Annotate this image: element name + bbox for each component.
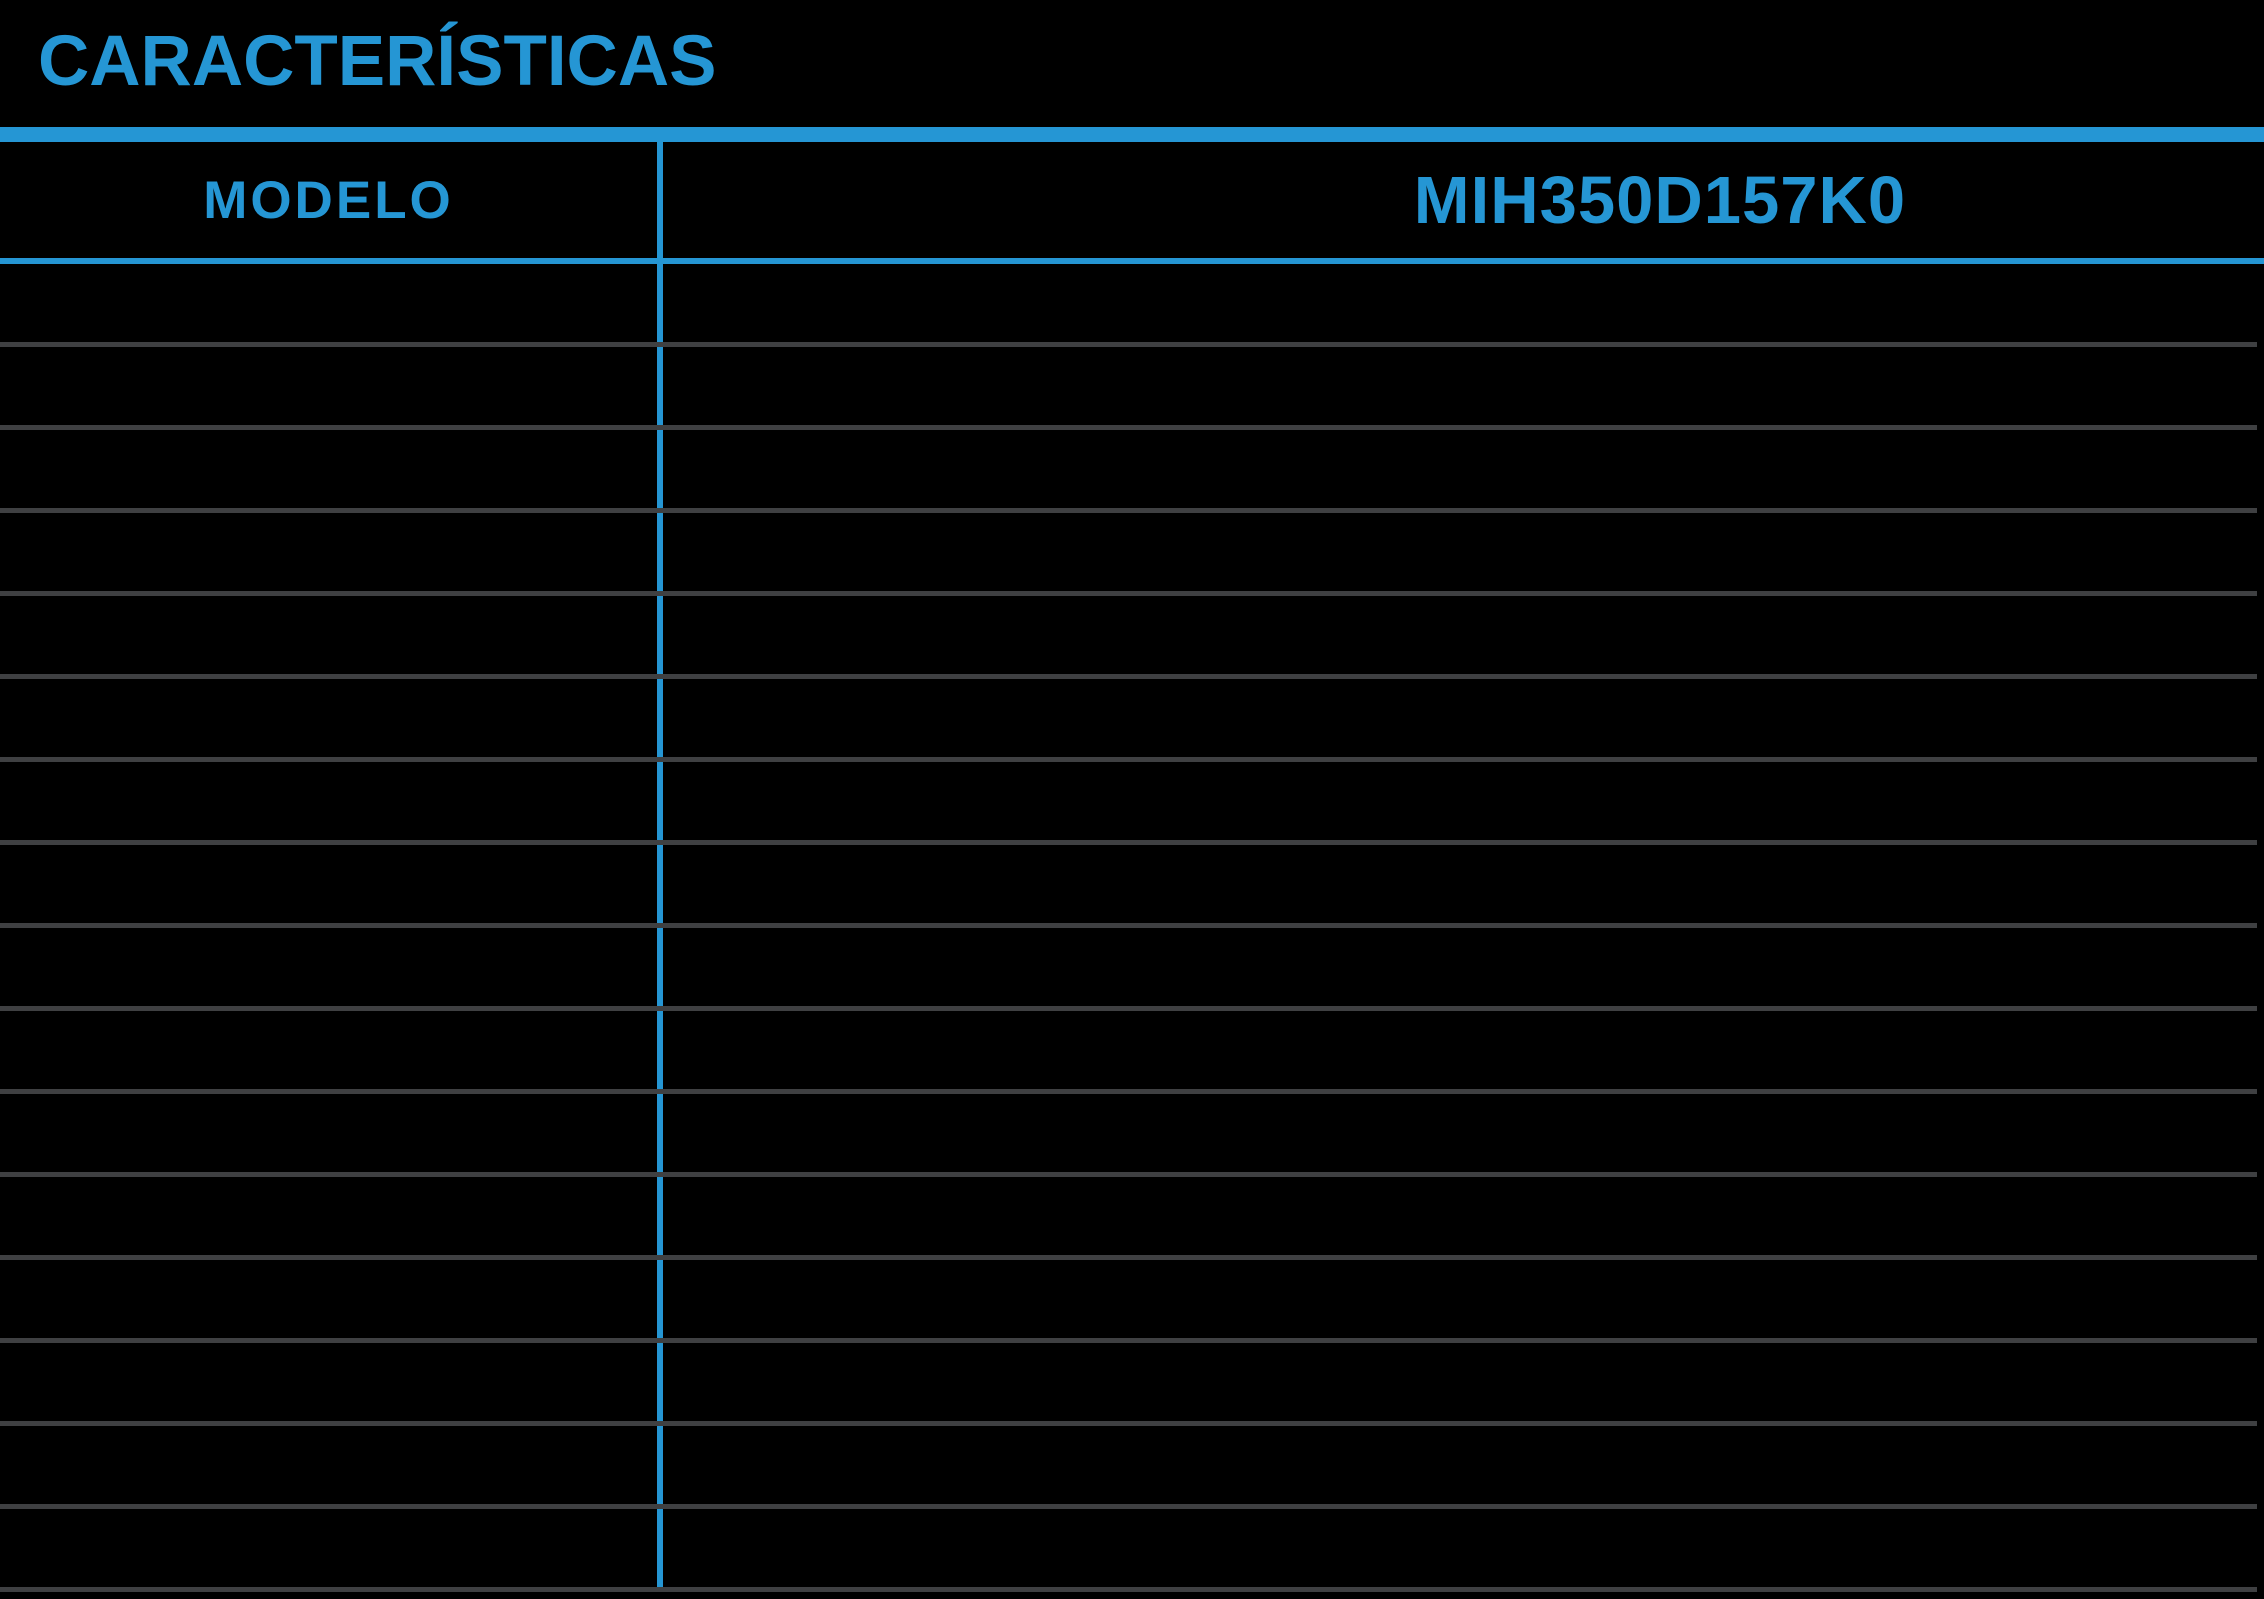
value-cell <box>657 1094 2257 1172</box>
table-row <box>0 1260 2257 1343</box>
table-row <box>0 430 2257 513</box>
table-row <box>0 1177 2257 1260</box>
feature-cell <box>0 1260 657 1338</box>
value-cell <box>657 845 2257 923</box>
value-cell <box>657 679 2257 757</box>
table-row <box>0 928 2257 1011</box>
feature-cell <box>0 430 657 508</box>
feature-cell <box>0 1343 657 1421</box>
value-cell <box>657 762 2257 840</box>
value-cell <box>657 1260 2257 1338</box>
value-cell <box>657 928 2257 1006</box>
table-row <box>0 679 2257 762</box>
table-row <box>0 1426 2257 1509</box>
value-cell <box>657 596 2257 674</box>
value-cell <box>657 1177 2257 1255</box>
table-row <box>0 264 2257 347</box>
table-row <box>0 347 2257 430</box>
feature-cell <box>0 679 657 757</box>
table-row <box>0 845 2257 928</box>
table-row <box>0 762 2257 845</box>
page-title: CARACTERÍSTICAS <box>38 22 717 101</box>
value-cell <box>657 264 2257 342</box>
value-cell <box>657 1343 2257 1421</box>
model-header-cell: MODELO <box>203 170 454 230</box>
model-value-cell: MIH350D157K0 <box>1413 162 1907 238</box>
header-accent-bar <box>0 127 2264 142</box>
feature-cell <box>0 596 657 674</box>
header-underline <box>0 258 2264 264</box>
feature-cell <box>0 1011 657 1089</box>
feature-cell <box>0 1177 657 1255</box>
table-body <box>0 264 2257 1592</box>
table-header-row <box>0 142 2264 258</box>
value-cell <box>657 430 2257 508</box>
value-cell <box>657 347 2257 425</box>
table-row <box>0 596 2257 679</box>
value-cell <box>657 513 2257 591</box>
table-row <box>0 1343 2257 1426</box>
value-cell <box>657 1426 2257 1504</box>
feature-cell <box>0 264 657 342</box>
value-cell <box>657 1509 2257 1587</box>
feature-cell <box>0 928 657 1006</box>
feature-cell <box>0 1094 657 1172</box>
table-row <box>0 1011 2257 1094</box>
feature-cell <box>0 762 657 840</box>
table-row <box>0 1509 2257 1592</box>
value-cell <box>657 1011 2257 1089</box>
table-row <box>0 513 2257 596</box>
feature-cell <box>0 347 657 425</box>
feature-cell <box>0 513 657 591</box>
feature-cell <box>0 845 657 923</box>
feature-cell <box>0 1509 657 1587</box>
feature-cell <box>0 1426 657 1504</box>
table-row <box>0 1094 2257 1177</box>
